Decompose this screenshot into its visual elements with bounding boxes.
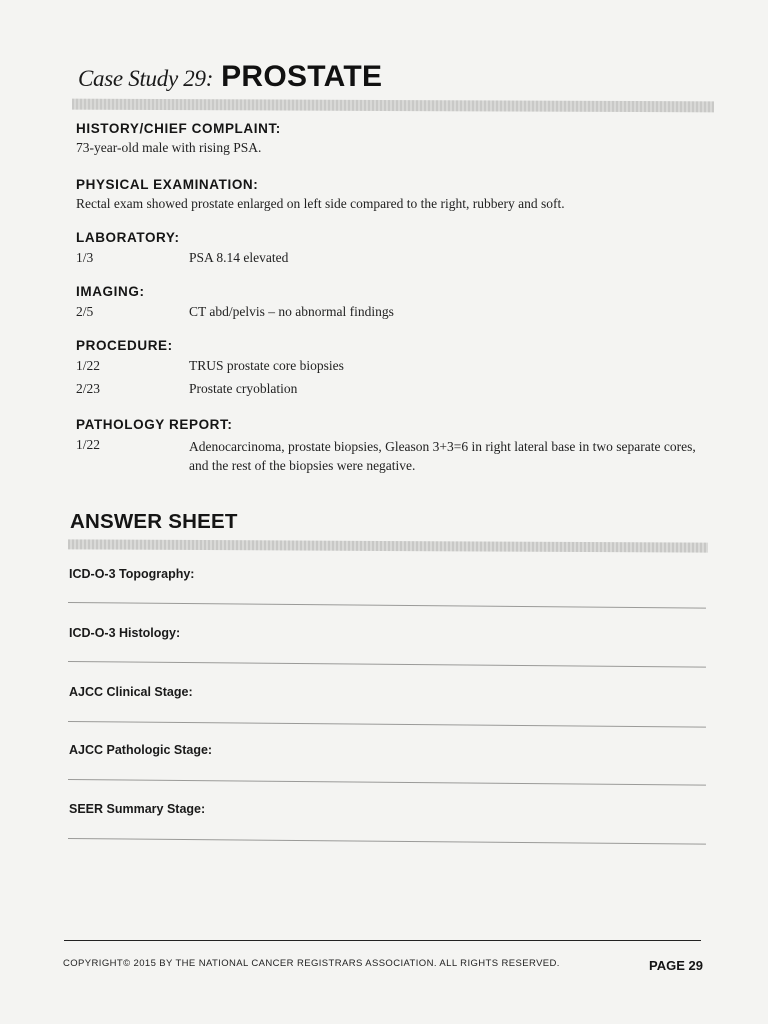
entry-row: [76, 358, 344, 374]
section-imaging: [76, 284, 394, 320]
field-label-topography: ICD-O-3 Topography:: [69, 567, 195, 581]
entry-text: Prostate cryoblation: [189, 381, 298, 396]
section-heading: HISTORY/CHIEF COMPLAINT:: [76, 121, 281, 136]
entry-date: 2/5: [76, 304, 94, 319]
entry-text: PSA 8.14 elevated: [189, 250, 289, 265]
section-laboratory: [76, 230, 288, 266]
entry-date: 1/22: [76, 358, 101, 373]
page-number: PAGE 29: [649, 958, 703, 973]
field-label-seer-stage: SEER Summary Stage:: [69, 802, 206, 816]
entry-text: Adenocarcinoma, prostate biopsies, Gleason 3+3=6 in right lateral base in two separate cores, and the rest of the biopsies were negative.: [189, 439, 696, 473]
answer-line-clinical-stage[interactable]: [68, 721, 706, 728]
section-heading: IMAGING:: [76, 284, 145, 299]
section-procedure: [76, 338, 344, 397]
section-physical-exam: [76, 177, 565, 212]
footer-divider: [64, 940, 701, 941]
title-main: PROSTATE: [221, 60, 383, 93]
entry-row: [76, 381, 344, 397]
page-title: [78, 60, 382, 94]
title-prefix: Case Study 29:: [78, 66, 214, 91]
entry-row: [76, 304, 394, 320]
section-heading: LABORATORY:: [76, 230, 180, 245]
section-heading: PATHOLOGY REPORT:: [76, 417, 233, 432]
answer-line-topography[interactable]: [68, 602, 706, 609]
section-history: [76, 121, 281, 156]
entry-row: [76, 437, 704, 475]
section-pathology: [76, 417, 704, 475]
entry-date: 2/23: [76, 381, 101, 396]
entry-date: 1/3: [76, 250, 94, 265]
title-divider: [72, 99, 714, 113]
entry-text: TRUS prostate core biopsies: [189, 358, 344, 373]
field-label-pathologic-stage: AJCC Pathologic Stage:: [69, 743, 213, 757]
section-heading: PROCEDURE:: [76, 338, 173, 353]
entry-text: CT abd/pelvis – no abnormal findings: [189, 304, 394, 319]
answer-line-seer-stage[interactable]: [68, 838, 706, 845]
copyright-notice: COPYRIGHT© 2015 BY THE NATIONAL CANCER REGISTRARS ASSOCIATION. ALL RIGHTS RESERVED.: [63, 958, 560, 969]
entry-date: 1/22: [76, 437, 101, 452]
answer-line-histology[interactable]: [68, 661, 706, 668]
answer-sheet-title: ANSWER SHEET: [70, 510, 238, 533]
answer-sheet-divider: [68, 539, 708, 552]
answer-line-pathologic-stage[interactable]: [68, 779, 706, 786]
section-heading: PHYSICAL EXAMINATION:: [76, 177, 259, 192]
entry-row: [76, 250, 288, 266]
field-label-clinical-stage: AJCC Clinical Stage:: [69, 685, 193, 699]
field-label-histology: ICD-O-3 Histology:: [69, 626, 181, 640]
section-text: 73-year-old male with rising PSA.: [76, 140, 262, 155]
section-text: Rectal exam showed prostate enlarged on left side compared to the right, rubbery and soft.: [76, 196, 565, 211]
